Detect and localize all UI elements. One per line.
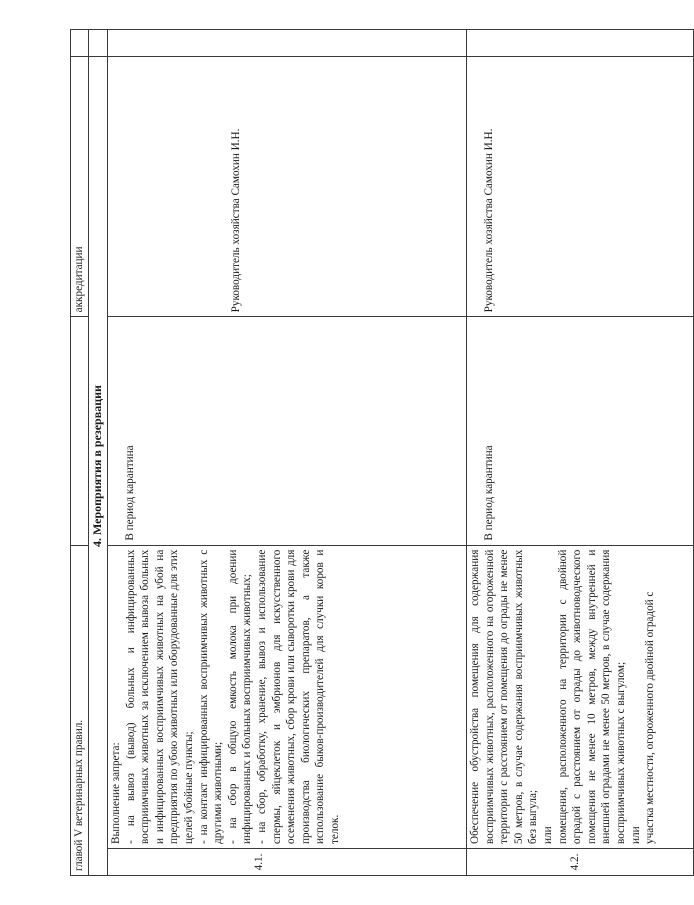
section-title: 4. Мероприятия в резервации	[89, 57, 108, 876]
row-text-line: Выполнение запрета:	[110, 742, 122, 844]
row-text-line: - на сбор в общую емкость молока при доении инфицированных и больных восприимчивых животных;	[226, 549, 254, 844]
row-text-cell	[108, 545, 467, 848]
header-left-cell	[71, 545, 89, 875]
header-blank-cell	[71, 30, 89, 57]
row-number-cell	[108, 848, 467, 875]
header-row	[71, 30, 89, 876]
header-left-text: главой V ветеринарных правил.	[73, 719, 85, 871]
row-term-cell	[108, 317, 467, 545]
section-blank-cell	[89, 30, 108, 57]
row-text-cell	[467, 545, 694, 848]
header-right-text: аккредитации	[73, 246, 85, 313]
section-row	[89, 30, 108, 876]
row-text-line: - на вывоз (вывод) больных и инфицированных восприимчивых животных за исключением вывоза больных и инфицированных восприимчивых животных на убой на предприятия по убою животных или оборудованные для этих целей убойные пункты;	[124, 549, 195, 844]
row-text-line: или	[541, 826, 554, 844]
row-term-cell	[467, 317, 694, 545]
row-term: В период карантина	[483, 445, 495, 541]
row-term: В период карантина	[124, 445, 136, 541]
row-responsible: Руководитель хозяйства Самохин И.Н.	[483, 128, 495, 313]
plan-table	[70, 29, 694, 876]
header-right-cell	[71, 57, 89, 317]
table-row	[108, 30, 467, 876]
table-row	[467, 30, 694, 876]
row-number-cell	[467, 848, 694, 875]
row-blank-cell	[108, 30, 467, 57]
row-text-line: или	[629, 826, 642, 844]
row-text-line: - на сбор, обработку, хранение, вывоз и использование спермы, яйцеклеток и эмбрионов для искусственного осеменения животных, сбор крови или сыворотки крови для производства биологических препаратов, а также использование быков-производителей для случки коров и телок.	[255, 549, 341, 844]
row-number: 4.2.	[569, 853, 581, 871]
row-text-line: помещения, расположенного на территории с двойной оградой с расстоянием от ограды до животноводческого помещения не менее 10 метров, между внутренней и внешней оградами не менее 50 метров, в случае содержания восприимчивых животных с выгулом;	[556, 549, 627, 844]
row-responsible: Руководитель хозяйства Самохин И.Н.	[230, 128, 242, 313]
row-responsible-cell	[467, 57, 694, 317]
row-responsible-cell	[108, 57, 467, 317]
row-blank-cell	[467, 30, 694, 57]
row-text-line: - на контакт инфицированных восприимчивых животных с другими животными;	[197, 549, 225, 844]
row-text-line: Обеспечение обустройства помещения для содержания восприимчивых животных, расположенного на огороженной территории с расстоянием от помещения до ограды не менее 50 метров, в случае содержания восприимчивых животных без выгула;	[469, 549, 540, 844]
row-text-line: участка местности, огороженного двойной оградой с	[644, 591, 657, 844]
header-term-cell	[71, 317, 89, 545]
row-number: 4.1.	[253, 853, 265, 871]
